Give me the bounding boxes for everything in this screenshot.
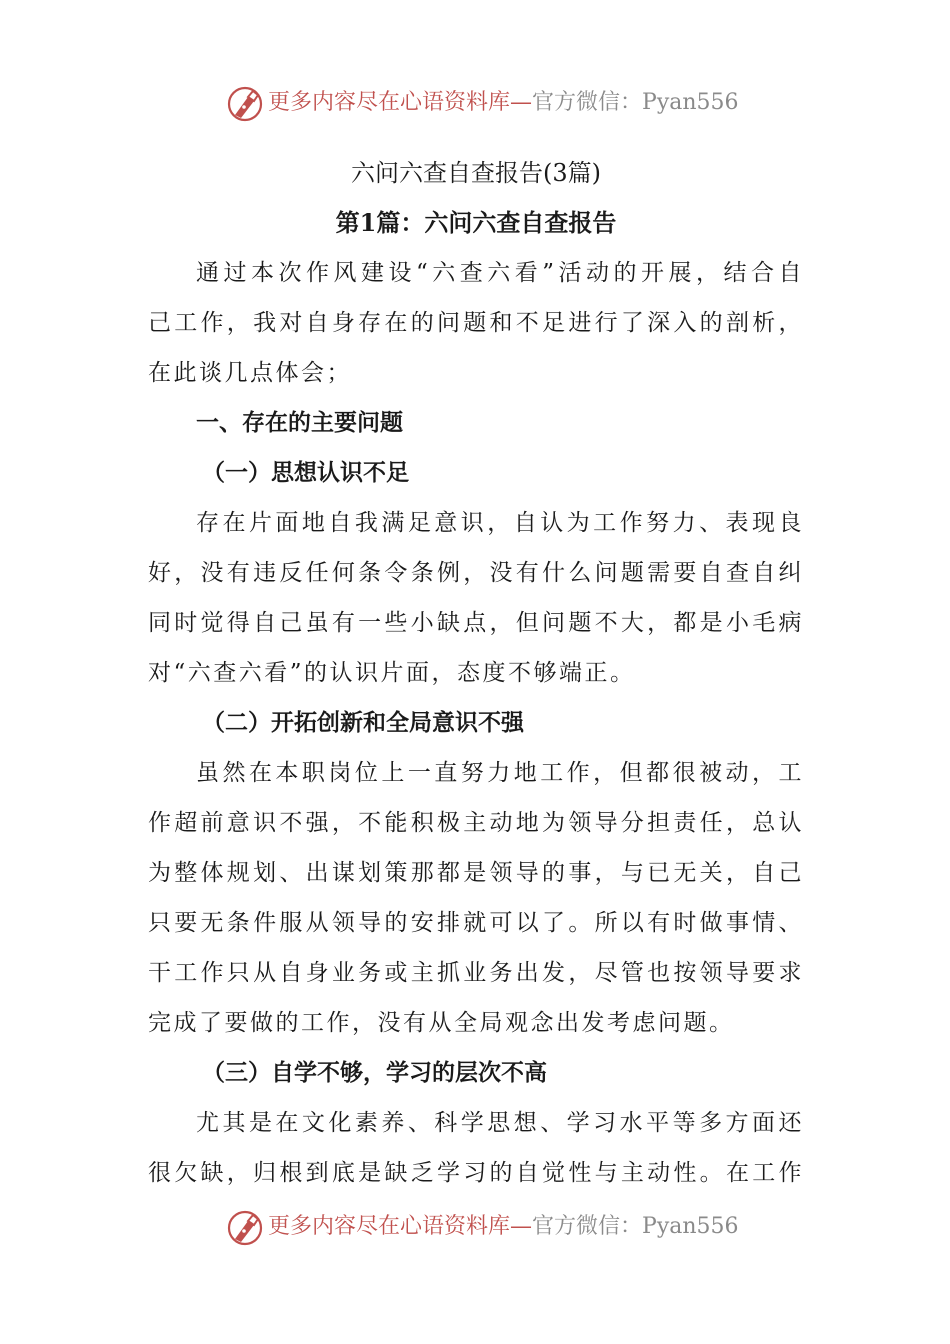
promo-text-main: 更多内容尽在心语资料库 [268, 90, 511, 115]
header-banner [0, 84, 950, 124]
body-line: 为整体规划、出谋划策那都是领导的事，与已无关，自己 [148, 860, 804, 886]
promo-dash: — [510, 90, 533, 115]
intro-line: 己工作，我对自身存在的问题和不足进行了深入的剖析， [148, 310, 804, 336]
intro-line: 通过本次作风建设“六查六看”活动的开展，结合自 [196, 260, 804, 286]
document-body [148, 148, 804, 1198]
promo-wechat: 官方微信：Pyan556 [532, 90, 739, 115]
pen-nib-circle-icon [226, 1209, 264, 1247]
body-line: 好，没有违反任何条令条例，没有什么问题需要自查自纠 [148, 560, 804, 586]
promo-text [268, 88, 739, 118]
article-heading: 第1篇：六问六查自查报告 [335, 208, 617, 237]
promo-wechat: 官方微信：Pyan556 [532, 1214, 739, 1239]
promo-dash: — [510, 1214, 533, 1239]
body-line: 虽然在本职岗位上一直努力地工作，但都很被动，工 [196, 760, 804, 786]
body-line: 只要无条件服从领导的安排就可以了。所以有时做事情、 [148, 910, 804, 936]
footer-banner [0, 1208, 950, 1248]
document-title: 六问六查自查报告(3篇) [351, 159, 601, 187]
body-line: 干工作只从自身业务或主抓业务出发，尽管也按领导要求 [148, 960, 804, 986]
body-line: 很欠缺，归根到底是缺乏学习的自觉性与主动性。在工作 [148, 1160, 804, 1186]
body-line: 存在片面地自我满足意识，自认为工作努力、表现良 [196, 510, 804, 536]
body-line: 完成了要做的工作，没有从全局观念出发考虑问题。 [148, 1010, 735, 1036]
subsection-heading: （二）开拓创新和全局意识不强 [202, 709, 524, 736]
subsection-heading: （一）思想认识不足 [202, 459, 409, 486]
section-heading: 一、存在的主要问题 [196, 409, 403, 436]
pen-nib-circle-icon [226, 85, 264, 123]
subsection-heading: （三）自学不够，学习的层次不高 [202, 1059, 547, 1086]
promo-text [268, 1212, 739, 1242]
body-line: 同时觉得自己虽有一些小缺点，但问题不大，都是小毛病 [148, 610, 804, 636]
body-line: 尤其是在文化素养、科学思想、学习水平等多方面还 [196, 1110, 804, 1136]
body-line: 对“六查六看”的认识片面，态度不够端正。 [148, 660, 636, 686]
intro-line: 在此谈几点体会； [148, 360, 352, 386]
body-line: 作超前意识不强，不能积极主动地为领导分担责任，总认 [148, 810, 804, 836]
promo-text-main: 更多内容尽在心语资料库 [268, 1214, 511, 1239]
